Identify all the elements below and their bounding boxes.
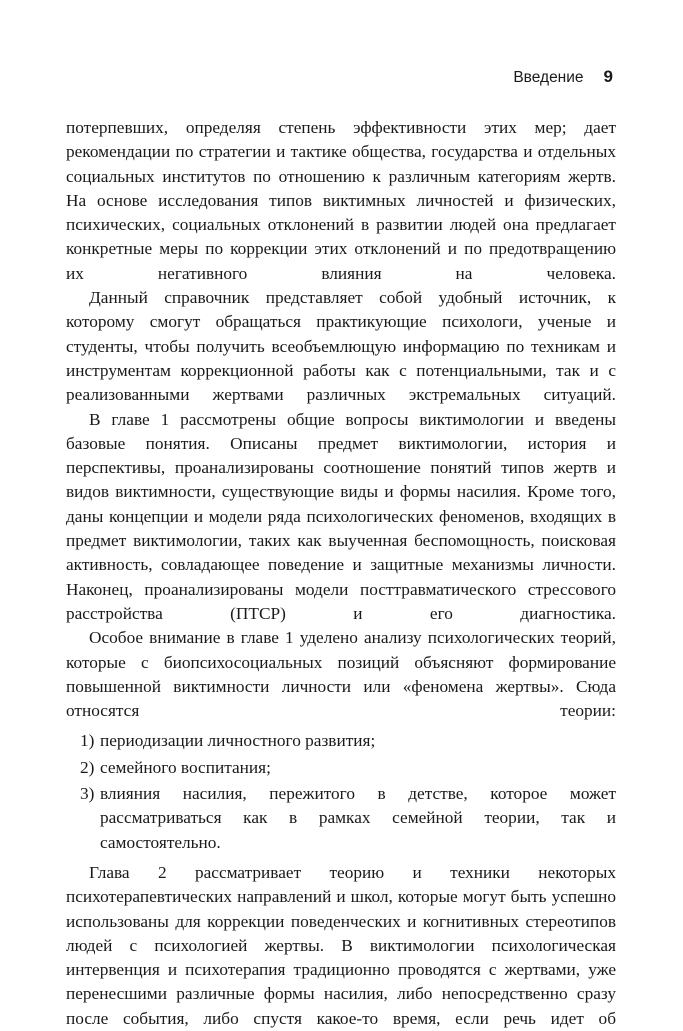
list-item-text: периодизации личностного развития; <box>100 731 376 751</box>
body-text <box>66 116 616 1031</box>
paragraph-closing: Глава 2 рассматривает теорию и техники некоторых психотерапевтических направлений и школ, которые могут быть успешно использованы для коррекции поведенческих и когнитивных стереотипов людей с психологией жертвы. В виктимологии психологическая интервенция и психотерапия традиционно проводятся с жертвами, уже перенесшими различные формы насилия, либо непосредственно сразу после события, либо спустя какое-то время, если речь идет об <box>66 862 616 1028</box>
paragraph: В главе 1 рассмотрены общие вопросы виктимологии и введены базовые понятия. Описаны предмет виктимологии, история и перспективы, проанализированы соотношение понятий типов жертв и видов виктимности, существующие виды и формы насилия. Кроме того, даны концепции и модели ряда психологических феноменов, входящих в предмет виктимологии, таких как выученная беспомощность, поисковая активность, совладающее поведение и защитные механизмы личности. Наконец, проанализированы модели посттравматического стрессового расстройства (ПТСР) и его диагностика. <box>66 409 616 623</box>
paragraph-continued: потерпевших, определяя степень эффективности этих мер; дает рекомендации по стратегии и тактике общества, государства и отдельных социальных институтов по отношению к различным категориям жертв. На основе исследования типов виктимных личностей и физических, психических, социальных отклонений в развитии людей она предлагает конкретные меры по коррекции этих отклонений и по предотвращению их негативного влияния на человека. <box>66 118 616 283</box>
list-number: 2) <box>80 757 95 777</box>
list-number: 3) <box>80 784 95 804</box>
list-item <box>66 729 616 753</box>
paragraph: Данный справочник представляет собой удобный источник, к которому смогут обращаться практикующие психологи, ученые и студенты, чтобы получить всеобъемлющую информацию по техникам и инструментам коррекционной работы как с потенциальными, так и с реализованными жертвами различных экстремальных ситуаций. <box>66 288 616 405</box>
list-item-text: семейного воспитания; <box>100 757 271 777</box>
running-header <box>513 67 613 87</box>
section-title: Введение <box>513 69 584 86</box>
theory-list <box>66 729 616 854</box>
list-item <box>66 756 616 780</box>
list-item-text: влияния насилия, пережитого в детстве, которое может рассматриваться как в рамках семейной теории, так и самостоятельно. <box>100 784 616 852</box>
list-number: 1) <box>80 731 95 751</box>
page-number: 9 <box>603 67 613 86</box>
paragraph: Особое внимание в главе 1 уделено анализу психологических теорий, которые с биопсихосоциальных позиций объясняют формирование повышенной виктимности личности или «феномена жертвы». Сюда относятся теории: <box>66 628 616 721</box>
list-item <box>66 782 616 855</box>
